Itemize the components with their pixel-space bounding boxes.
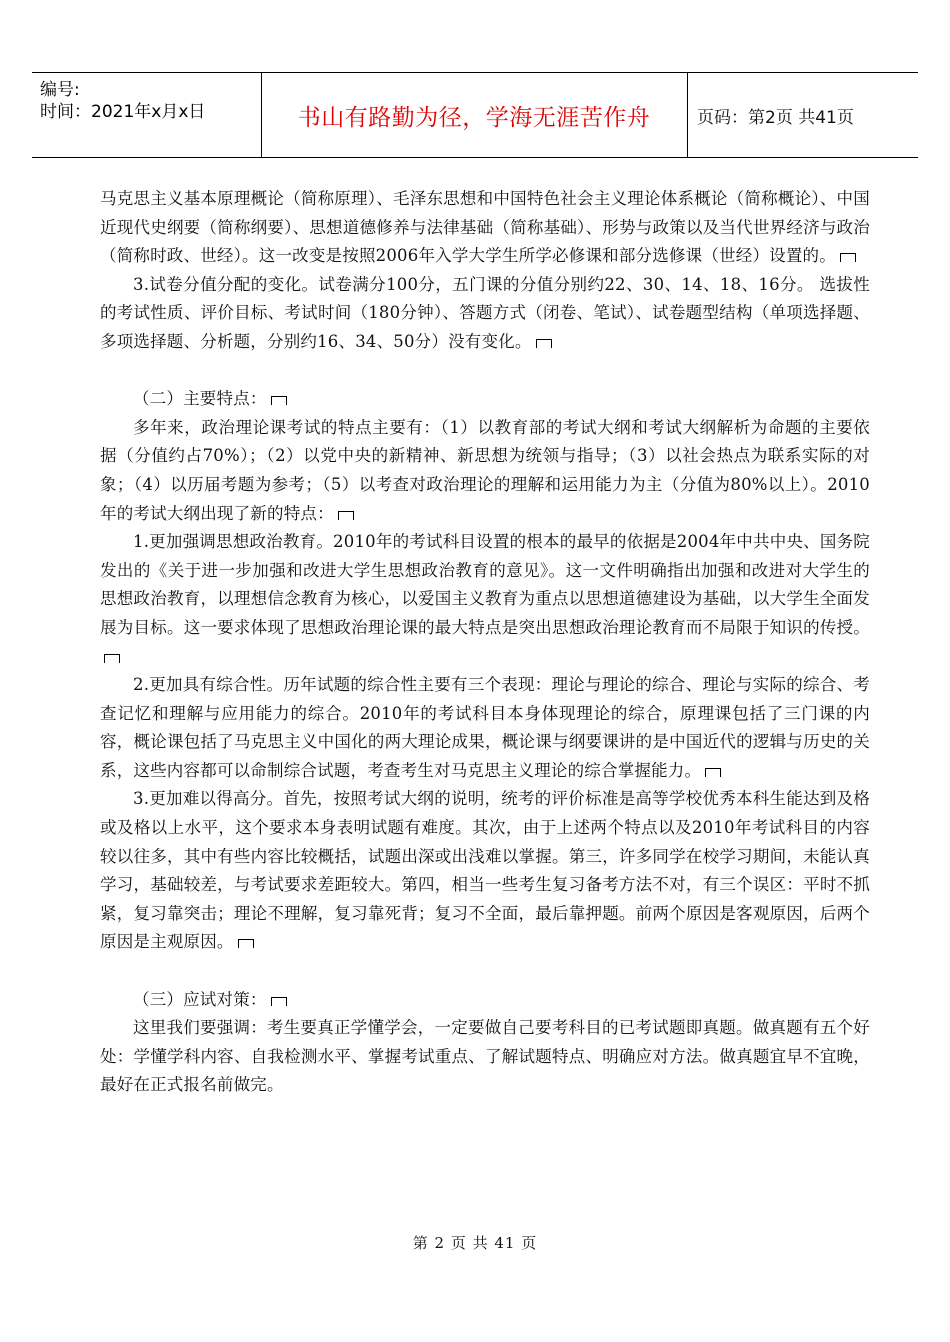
body-paragraph: 1.更加强调思想政治教育。2010年的考试科目设置的根本的最早的依据是2004年中共中央、国务院发出的《关于进一步加强和改进大学生思想政治教育的意见》。这一文件明确指出加强和改进对大学生的思想政治教育，以理想信念教育为核心，以爱国主义教育为重点以思想道德建设为基础，以大学生全面发展为目标。这一要求体现了思想政治理论课的最大特点是突出思想政治理论教育而不局限于知识的传授。 [100,528,870,671]
paragraph-mark-icon [238,939,254,948]
page-header [32,72,918,158]
paragraph-mark-icon [271,396,287,405]
paragraph-mark-icon [705,768,721,777]
header-page-info: 页码：第2页 共41页 [697,107,854,128]
paragraph-mark-icon [104,654,120,663]
section-heading: （二）主要特点： [100,385,870,414]
document-time-label: 时间：2021年x月x日 [40,102,206,122]
section-heading: （三）应试对策： [100,986,870,1015]
body-paragraph: 这里我们要强调：考生要真正学懂学会，一定要做自己要考科目的已考试题即真题。做真题有五个好处：学懂学科内容、自我检测水平、掌握考试重点、了解试题特点、明确应对方法。做真题宜早不宜晚，最好在正式报名前做完。 [100,1018,870,1095]
body-paragraph: 3.试卷分值分配的变化。试卷满分100分，五门课的分值分别约22、30、14、18、16分。 选拔性的考试性质、评价目标、考试时间（180分钟）、答题方式（闭卷、笔试）、试卷题型结构（单项选择题、多项选择题、分析题，分别约16、34、50分）没有变化。 [100,274,870,351]
paragraph-mark-icon [271,997,287,1006]
paragraph-mark-icon [840,253,856,262]
page-footer: 第 2 页 共 41 页 [412,1234,538,1252]
paragraph-mark-icon [536,339,552,348]
document-body [100,185,870,1100]
body-paragraph: 马克思主义基本原理概论（简称原理）、毛泽东思想和中国特色社会主义理论体系概论（简称概论）、中国近现代史纲要（简称纲要）、思想道德修养与法律基础（简称基础）、形势与政策以及当代世界经济与政治（简称时政、世经）。这一改变是按照2006年入学大学生所学必修课和部分选修课（世经）设置的。 [100,189,870,266]
header-motto: 书山有路勤为径，学海无涯苦作舟 [297,104,651,131]
body-paragraph: 3.更加难以得高分。首先，按照考试大纲的说明，统考的评价标准是高等学校优秀本科生能达到及格或及格以上水平，这个要求本身表明试题有难度。其次，由于上述两个特点以及2010年考试科目的内容较以往多，其中有些内容比较概括，试题出深或出浅难以掌握。第三，许多同学在校学习期间，未能认真学习，基础较差，与考试要求差距较大。第四，相当一些考生复习备考方法不对，有三个误区：平时不抓紧，复习靠突击；理论不理解，复习靠死背；复习不全面，最后靠押题。前两个原因是客观原因，后两个原因是主观原因。 [100,789,870,952]
body-paragraph: 多年来，政治理论课考试的特点主要有：（1）以教育部的考试大纲和考试大纲解析为命题的主要依据（分值约占70%）；（2）以党中央的新精神、新思想为统领与指导；（3）以社会热点为联系实际的对象；（4）以历届考题为参考；（5）以考查对政治理论的理解和运用能力为主（分值为80%以上）。2010年的考试大纲出现了新的特点： [100,417,870,523]
paragraph-mark-icon [338,511,354,520]
document-number-label: 编号: [40,80,80,100]
body-paragraph: 2.更加具有综合性。历年试题的综合性主要有三个表现：理论与理论的综合、理论与实际的综合、考查记忆和理解与应用能力的综合。2010年的考试科目本身体现理论的综合，原理课包括了三门课的内容，概论课包括了马克思主义中国化的两大理论成果，概论课与纲要课讲的是中国近代的逻辑与历史的关系，这些内容都可以命制综合试题，考查考生对马克思主义理论的综合掌握能力。 [100,675,870,780]
header-left-cell [40,79,205,123]
